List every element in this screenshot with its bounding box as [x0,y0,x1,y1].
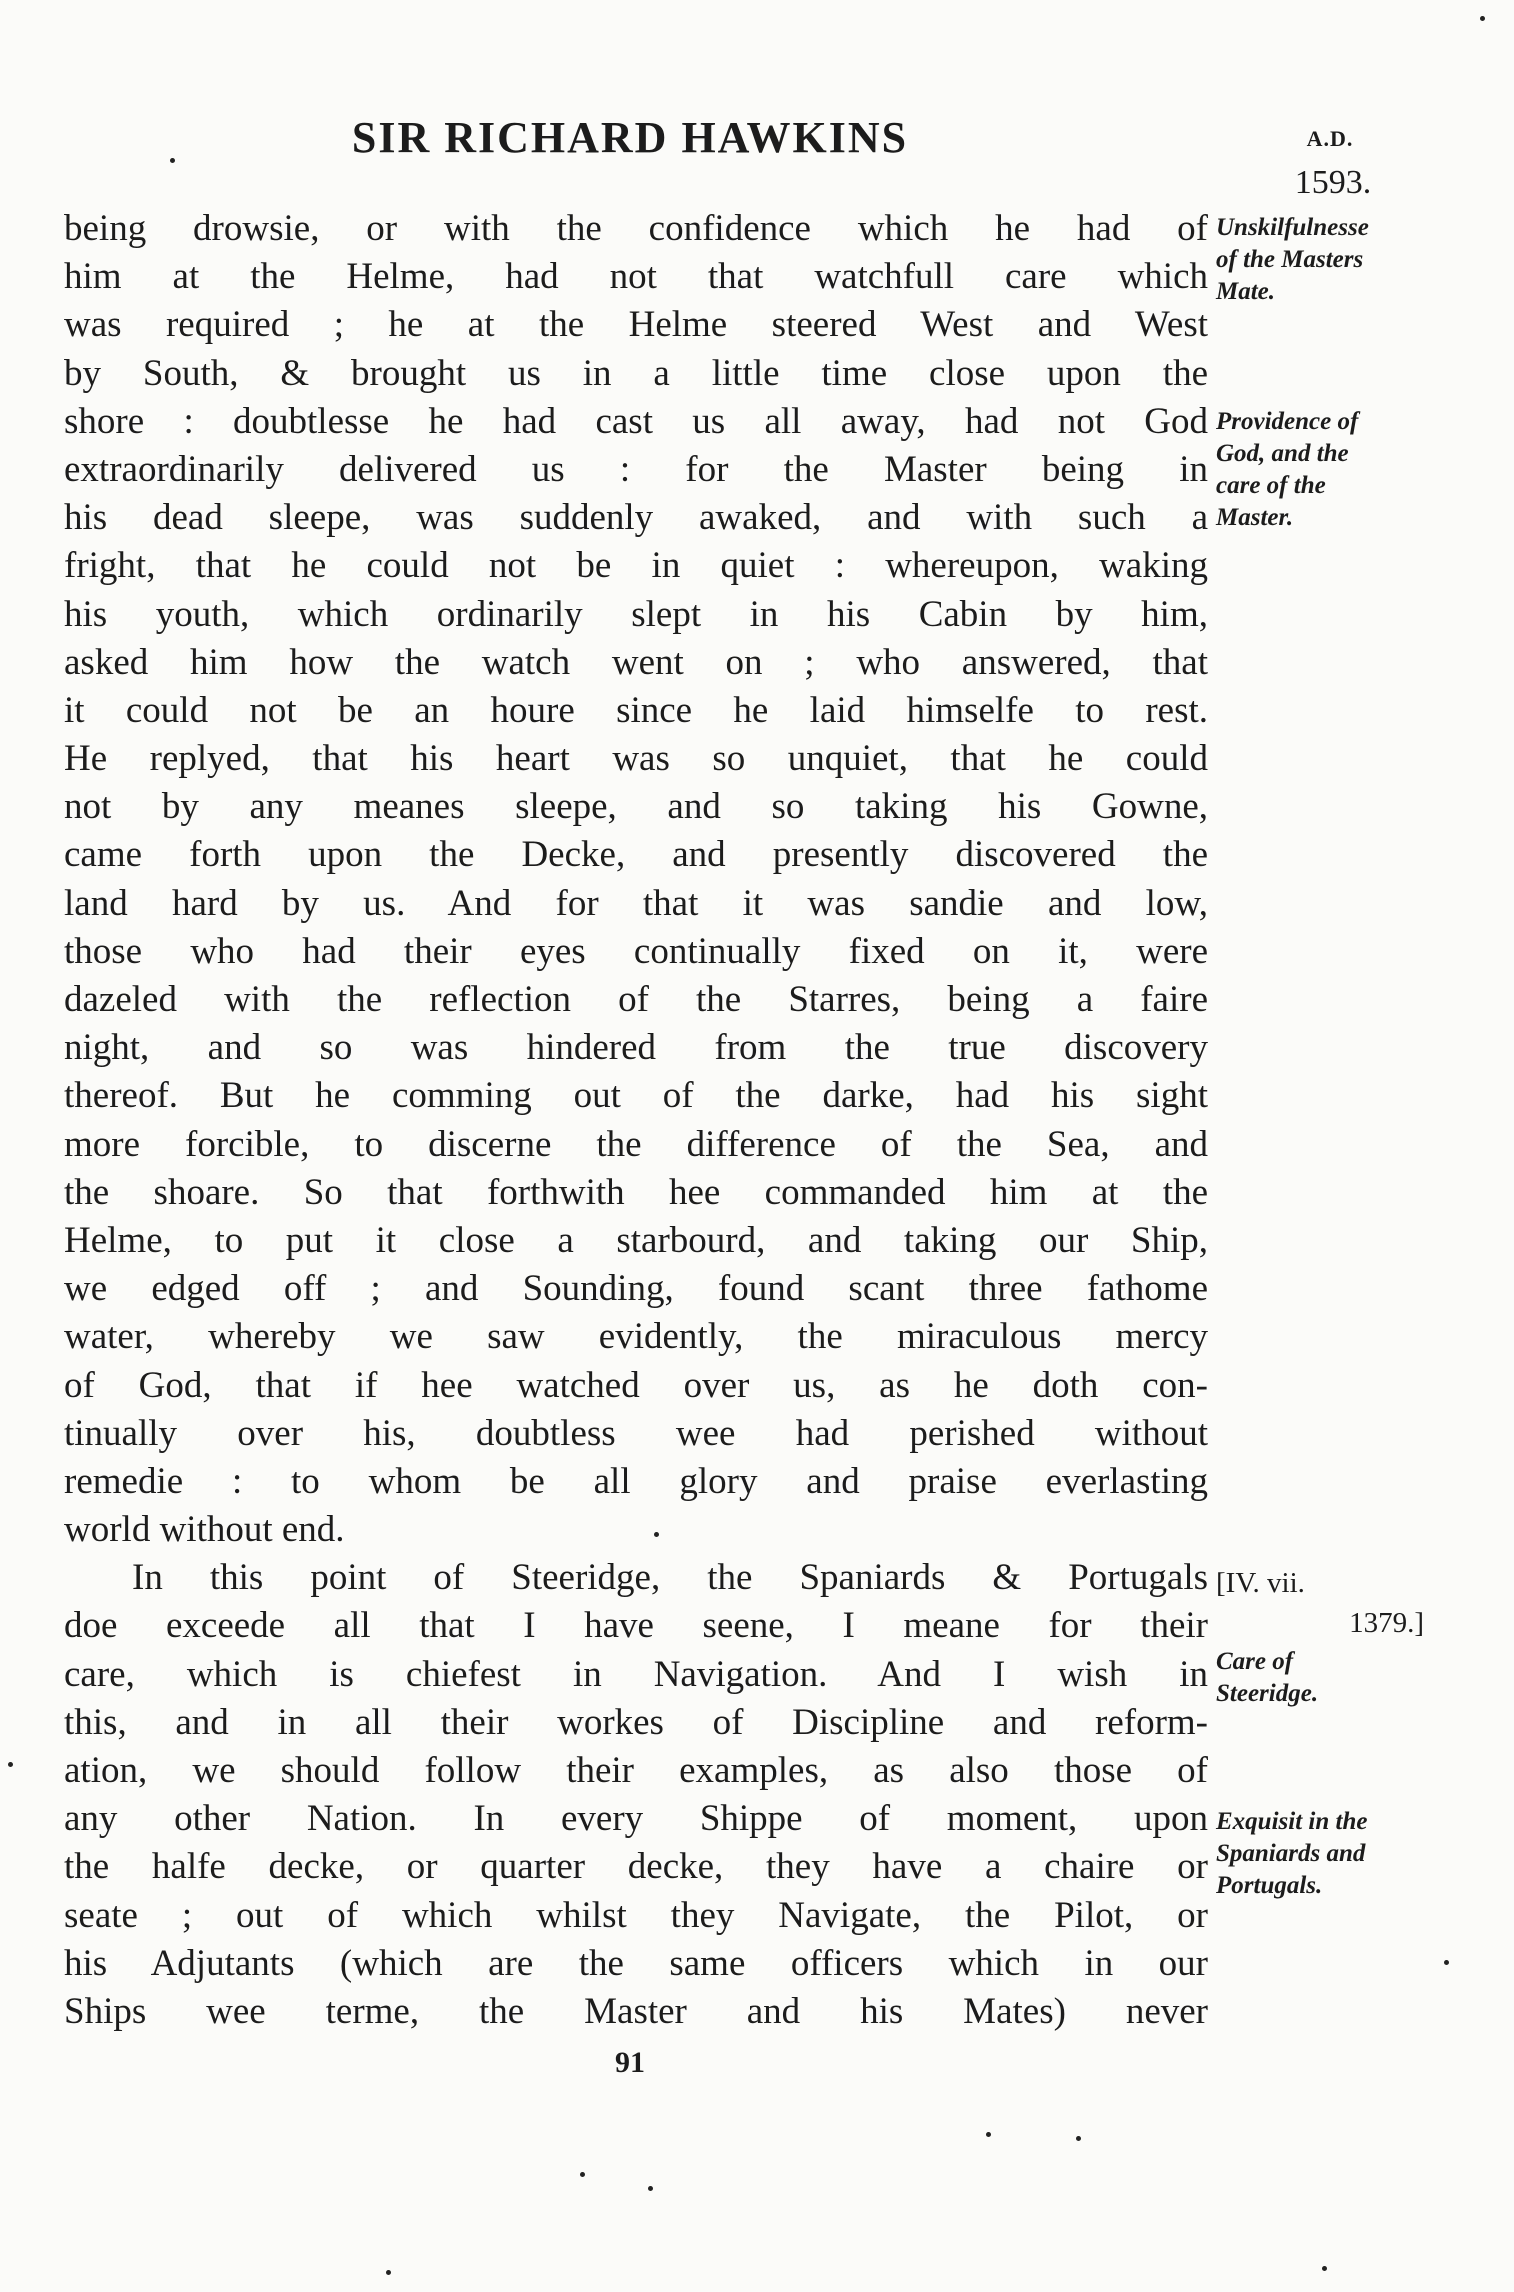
text-line: dazeled with the reflection of the Starres, being a faire [64,979,1208,1020]
text-line: ation, we should follow their examples, as also those of [64,1750,1208,1791]
year-label: 1593. [1294,164,1372,201]
text-line: seate ; out of which whilst they Navigate, the Pilot, or [64,1894,1208,1936]
text-line: by South, & brought us in a little time close upon the [64,352,1208,394]
margin-note-exquisit [1216,1806,1456,1902]
text-line: the shoare. So that forthwith hee commanded him at the [64,1171,1208,1213]
margin-note-steeridge [1216,1646,1456,1710]
text-line: this, and in all their workes of Discipline and reform- [64,1701,1208,1743]
margin-note-line: Mate. [1216,278,1276,305]
margin-note-line: Steeridge. [1216,1680,1319,1707]
text-line: him at the Helme, had not that watchfull care which [64,256,1208,298]
margin-note-line: of the Masters [1216,246,1364,273]
text-line: Helme, to put it close a starbourd, and taking our Ship, [64,1219,1208,1261]
text-line: extraordinarily delivered us : for the Master being in [64,448,1208,490]
page-number: 91 [615,2046,645,2079]
text-line: asked him how the watch went on ; who answered, that [64,641,1208,683]
text-line: doe exceede all that I have seene, I meane for their [64,1605,1208,1647]
text-line: care, which is chiefest in Navigation. And I wish in [64,1653,1208,1695]
text-line: any other Nation. In every Shippe of moment, upon [64,1798,1208,1840]
ink-speck [648,2186,653,2191]
text-line: his dead sleepe, was suddenly awaked, and with such a [64,497,1208,539]
text-line: remedie : to whom be all glory and praise everlasting [64,1460,1208,1502]
text-line: night, and so was hindered from the true discovery [64,1027,1208,1069]
text-line: shore : doubtlesse he had cast us all away, had not God [64,400,1208,442]
text-line: not by any meanes sleepe, and so taking his Gowne, [64,786,1208,828]
margin-note-line: God, and the [1216,440,1349,467]
text-line: land hard by us. And for that it was sandie and low, [64,882,1208,924]
body-text [64,205,1208,2036]
margin-ref-line: 1379.] [1349,1607,1424,1639]
text-line: we edged off ; and Sounding, found scant three fathome [64,1268,1208,1310]
text-line: was required ; he at the Helme steered West and West [64,304,1208,346]
text-line: those who had their eyes continually fixed on it, were [64,930,1208,972]
text-line: Ships wee terme, the Master and his Mates) never [64,1990,1208,2032]
ink-speck [986,2132,991,2137]
text-line: thereof. But he comming out of the darke, had his sight [64,1075,1208,1117]
text-line: being drowsie, or with the confidence which he had of [64,208,1208,249]
margin-note-line: Unskilfulnesse [1216,214,1369,241]
text-line: more forcible, to discerne the difference of the Sea, and [64,1123,1208,1165]
margin-note-providence [1216,406,1456,534]
ink-speck [1076,2136,1081,2141]
margin-note-line: Providence of [1216,408,1359,435]
ink-speck [654,1532,659,1537]
text-line: In this point of Steeridge, the Spaniards & Portugals [132,1557,1208,1599]
running-title: SIR RICHARD HAWKINS [351,113,909,162]
text-line: came forth upon the Decke, and presently discovered the [64,834,1208,876]
ink-speck [1480,16,1485,21]
margin-note-line: Master. [1216,504,1294,531]
text-line: of God, that if hee watched over us, as he doth con- [64,1364,1208,1406]
text-line: water, whereby we saw evidently, the miraculous mercy [64,1316,1208,1358]
text-line: his youth, which ordinarily slept in his Cabin by him, [64,593,1208,635]
text-line: fright, that he could not be in quiet : whereupon, waking [64,545,1208,587]
margin-note-line: Care of [1216,1648,1294,1675]
margin-note-unskilfulnesse [1216,212,1456,308]
margin-note-line: Exquisit in the [1216,1808,1368,1835]
era-label: A.D. [1306,126,1354,151]
margin-note-line: care of the [1216,472,1326,499]
text-line: tinually over his, doubtless wee had perished without [64,1412,1208,1454]
margin-note-line: Portugals. [1216,1872,1323,1899]
ink-speck [8,1762,13,1767]
ink-speck [170,158,175,163]
text-line: it could not be an houre since he laid himselfe to rest. [64,689,1208,731]
ink-speck [580,2172,585,2177]
text-line: the halfe decke, or quarter decke, they have a chaire or [64,1846,1208,1888]
margin-ref-line: [IV. vii. [1216,1567,1305,1599]
margin-volume-reference [1216,1563,1456,1643]
text-line: He replyed, that his heart was so unquiet, that he could [64,738,1208,780]
text-line: his Adjutants (which are the same officers which in our [64,1942,1208,1984]
ink-speck [386,2270,391,2275]
ink-speck [1322,2266,1327,2271]
text-line: world without end. [64,1509,345,1551]
margin-note-line: Spaniards and [1216,1840,1366,1867]
ink-speck [1444,1960,1449,1965]
